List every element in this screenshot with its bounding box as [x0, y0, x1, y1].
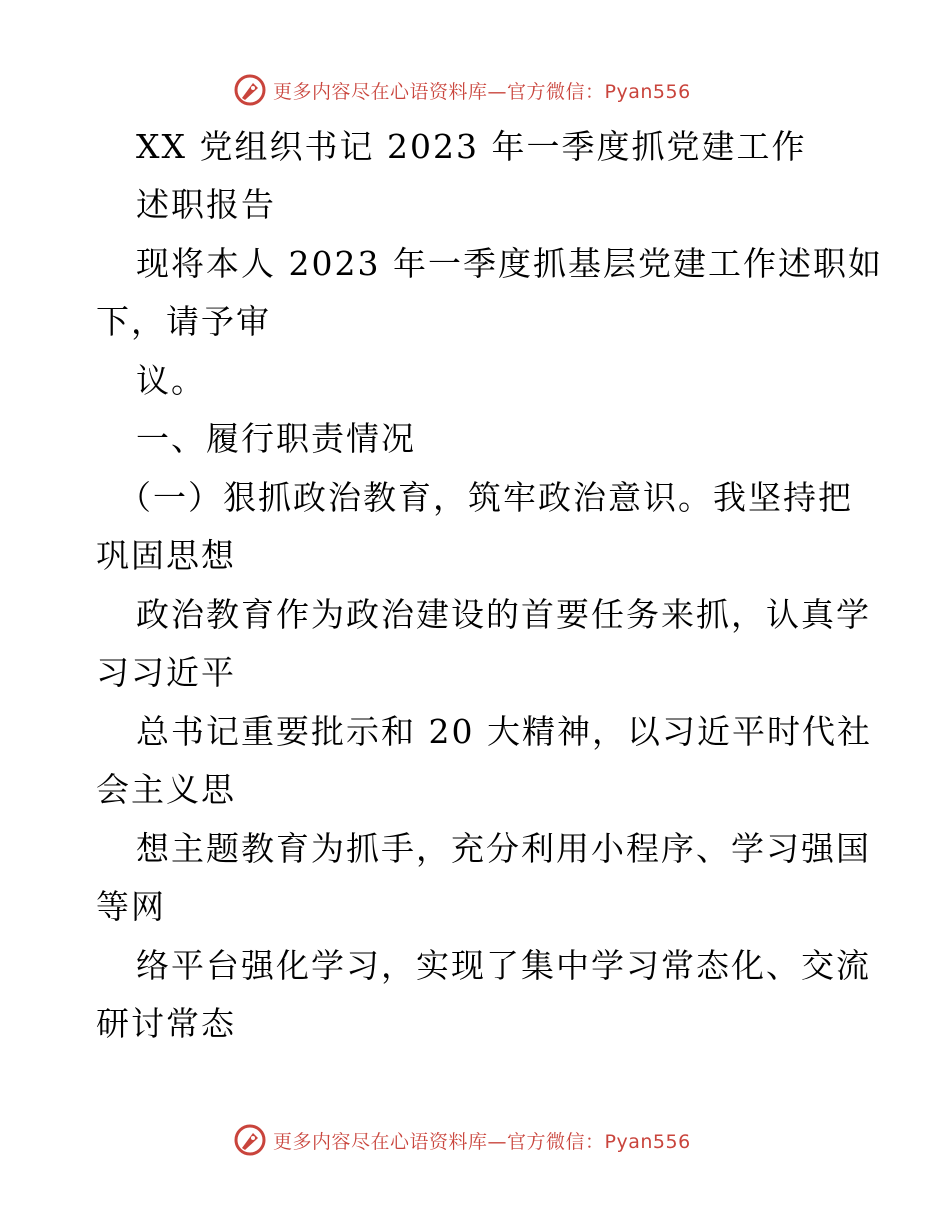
- watermark-wechat-id: Pyan556: [604, 80, 691, 103]
- paragraph-line: 会主义思: [96, 770, 236, 809]
- paragraph-line: 研讨常态: [96, 1004, 236, 1043]
- paragraph-line: 等网: [96, 887, 166, 926]
- footer-watermark: [233, 1123, 691, 1157]
- paragraph-line: 议。: [136, 361, 206, 400]
- pen-nib-logo-icon: [233, 1123, 267, 1157]
- paragraph-line: 巩固思想: [96, 536, 236, 575]
- paragraph-line: 现将本人 2023 年一季度抓基层党建工作述职如: [136, 244, 883, 283]
- watermark-wechat-id: Pyan556: [604, 1130, 691, 1153]
- paragraph-line: 总书记重要批示和 20 大精神，以习近平时代社: [136, 712, 872, 751]
- section-heading: 一、履行职责情况: [136, 419, 416, 458]
- watermark-text: 更多内容尽在心语资料库—官方微信：Pyan556: [273, 80, 691, 103]
- paragraph-line: 想主题教育为抓手，充分利用小程序、学习强国: [136, 829, 871, 868]
- header-watermark: [233, 73, 691, 107]
- document-title-line-1: XX 党组织书记 2023 年一季度抓党建工作: [136, 127, 807, 166]
- document-title-line-2: 述职报告: [136, 185, 276, 224]
- paragraph-line: 政治教育作为政治建设的首要任务来抓，认真学: [136, 595, 871, 634]
- paragraph-line: 下，请予审: [96, 302, 271, 341]
- pen-nib-logo-icon: [233, 73, 267, 107]
- paragraph-line: 习习近平: [96, 653, 236, 692]
- paragraph-line: 络平台强化学习，实现了集中学习常态化、交流: [136, 946, 871, 985]
- paragraph-line: （一）狠抓政治教育，筑牢政治意识。我坚持把: [118, 478, 853, 517]
- watermark-text: 更多内容尽在心语资料库—官方微信：Pyan556: [273, 1130, 691, 1153]
